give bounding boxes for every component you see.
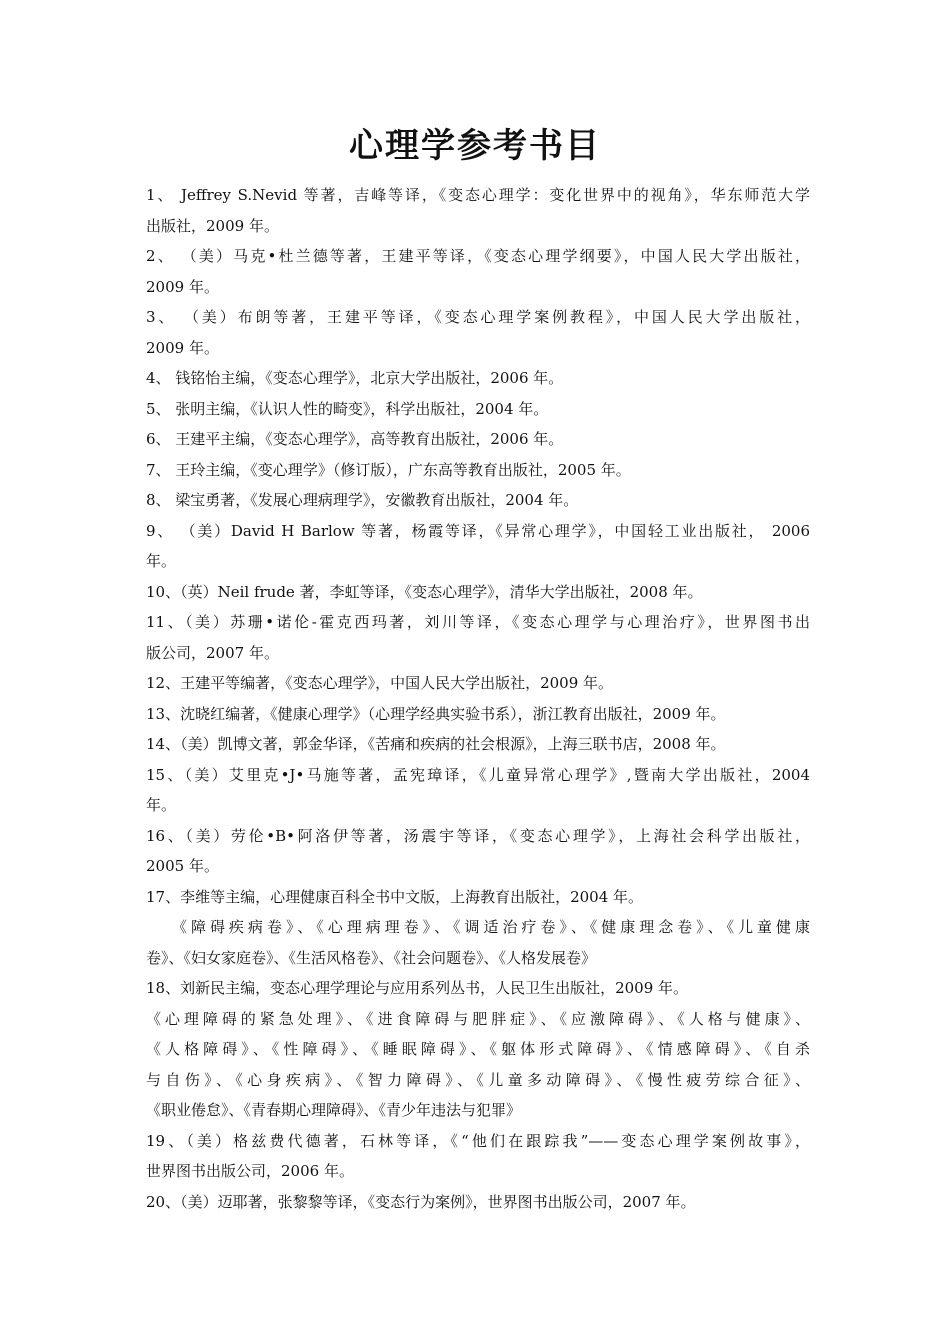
text-line: 2009 年。 [146, 338, 219, 357]
text-line: 8、 梁宝勇著，《发展心理病理学》，安徽教育出版社，2004 年。 [146, 491, 579, 509]
text-line: 2009 年。 [146, 277, 219, 296]
text-line: 13、沈晓红编著，《健康心理学》（心理学经典实验书系），浙江教育出版社，2009 年。 [146, 704, 726, 723]
text-line: 10、（英）Neil frude 著，李虹等译，《变态心理学》，清华大学出版社，2008 年。 [146, 582, 703, 601]
text-line: 12、王建平等编著，《变态心理学》，中国人民大学出版社，2009 年。 [146, 674, 614, 692]
text-line: 18、刘新民主编，变态心理学理论与应用系列丛书，人民卫生出版社，2009 年。 [146, 979, 689, 997]
text-line: 世界图书出版公司，2006 年。 [146, 1162, 354, 1180]
text-line: 11、（美）苏珊•诺伦-霍克西玛著，刘川等译，《变态心理学与心理治疗》，世界图书出 [146, 613, 810, 631]
text-line: 《职业倦怠》、《青春期心理障碍》、《青少年违法与犯罪》 [146, 1101, 522, 1119]
text-line: 5、 张明主编，《认识人性的畸变》，科学出版社，2004 年。 [146, 399, 549, 418]
text-line: 16、（美）劳伦•B•阿洛伊等著，汤震宇等译，《变态心理学》，上海社会科学出版社， [146, 826, 810, 845]
text-line: 4、 钱铭怡主编，《变态心理学》，北京大学出版社，2006 年。 [146, 369, 564, 387]
text-line: 出版社，2009 年。 [146, 216, 279, 235]
reference-list [146, 180, 810, 1217]
text-line: 2005 年。 [146, 857, 219, 875]
text-line: 2、 （美）马克•杜兰德等著，王建平等译，《变态心理学纲要》，中国人民大学出版社， [146, 247, 810, 265]
text-line: 《心理障碍的紧急处理》、《进食障碍与肥胖症》、《应激障碍》、《人格与健康》、 [146, 1009, 810, 1028]
text-line: 版公司，2007 年。 [146, 643, 279, 662]
text-line: 20、（美）迈耶著，张黎黎等译，《变态行为案例》，世界图书出版公司，2007 年。 [146, 1192, 696, 1211]
text-line: 《人格障碍》、《性障碍》、《睡眠障碍》、《躯体形式障碍》、《情感障碍》、《自杀 [146, 1040, 810, 1058]
text-line: 3、 （美）布朗等著，王建平等译，《变态心理学案例教程》，中国人民大学出版社， [146, 308, 810, 326]
text-line: 6、 王建平主编，《变态心理学》，高等教育出版社，2006 年。 [146, 430, 564, 448]
page-title: 心理学参考书目 [349, 126, 601, 166]
text-line: 与自伤》、《心身疾病》、《智力障碍》、《儿童多动障碍》、《慢性疲劳综合征》、 [146, 1070, 810, 1089]
text-line: 9、 （美）David H Barlow 等著，杨霞等译，《异常心理学》，中国轻工业出版社， 2006 [146, 521, 810, 540]
text-line: 年。 [146, 552, 177, 570]
text-line: 1、 Jeffrey S.Nevid 等著，吉峰等译，《变态心理学：变化世界中的视角》，华东师范大学 [146, 186, 810, 204]
text-line: 年。 [146, 796, 177, 814]
text-line: 15、（美）艾里克•J•马施等著，孟宪璋译，《儿童异常心理学》,暨南大学出版社，2004 [146, 765, 810, 784]
text-line: 7、 王玲主编，《变心理学》（修订版），广东高等教育出版社，2005 年。 [146, 460, 631, 479]
text-line: 《障碍疾病卷》、《心理病理卷》、《调适治疗卷》、《健康理念卷》、《儿童健康 [172, 918, 810, 936]
text-line: 17、李维等主编，心理健康百科全书中文版，上海教育出版社，2004 年。 [146, 887, 644, 906]
text-line: 14、（美）凯博文著，郭金华译，《苦痛和疾病的社会根源》，上海三联书店，2008 年。 [146, 735, 726, 753]
text-line: 卷》、《妇女家庭卷》、《生活风格卷》、《社会问题卷》、《人格发展卷》 [146, 948, 597, 967]
text-line: 19、（美）格兹费代德著，石林等译，《“他们在跟踪我”——变态心理学案例故事》， [146, 1131, 810, 1150]
